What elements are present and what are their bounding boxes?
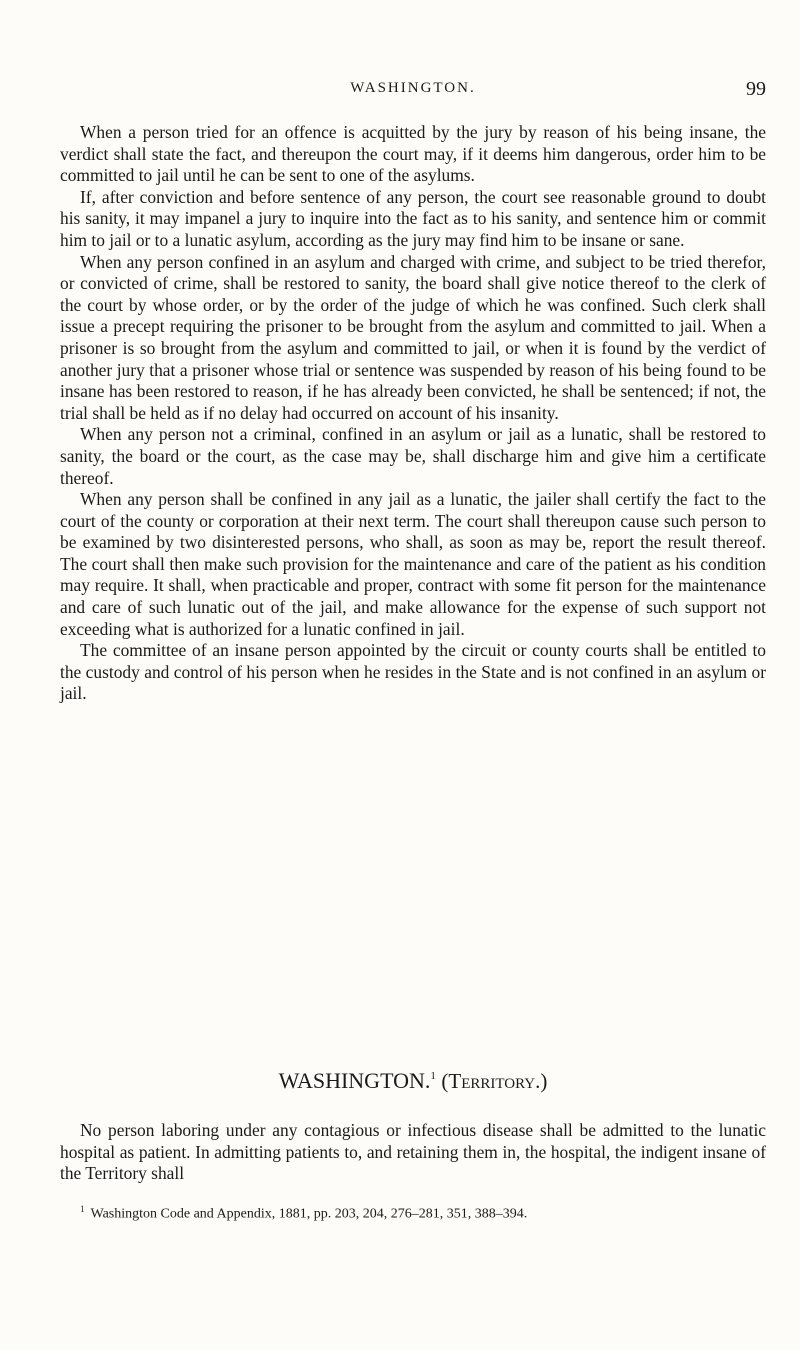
- footnote-marker: 1: [80, 1204, 85, 1214]
- footnote-text: Washington Code and Appendix, 1881, pp. 203, 204, 276–281, 351, 388–394.: [90, 1206, 528, 1222]
- paragraph: When any person shall be confined in any jail as a lunatic, the jailer shall certify the fact to the court of the county or corporation at their next term. The court shall thereupon cause such person to be examined by two disinterested persons, who shall, as soon as may be, report the result thereof. The court shall then make such provision for the maintenance and care of the patient as his condition may require. It shall, when practicable and proper, contract with some fit person for the maintenance and care of such lunatic out of the jail, and make allowance for the expense of such support not exceeding what is authorized for a lunatic confined in jail.: [60, 489, 766, 639]
- paragraph: When a person tried for an offence is acquitted by the jury by reason of his being insane, the verdict shall state the fact, and thereupon the court may, if it deems him dangerous, order him to be committed to jail until he can be sent to one of the asylums.: [60, 122, 766, 186]
- paragraph: The committee of an insane person appointed by the circuit or county courts shall be entitled to the custody and control of his person when he resides in the State and is not confined in an asylum or jail.: [60, 640, 766, 704]
- running-title: WASHINGTON.: [350, 80, 476, 96]
- paragraph: No person laboring under any contagious or infectious disease shall be admitted to the lunatic hospital as patient. In admitting patients to, and retaining them in, the hospital, the indigent insane of the Territory shall: [60, 1120, 766, 1184]
- running-header: [60, 78, 766, 102]
- section-title: WASHINGTON.: [278, 1068, 431, 1093]
- paragraph: If, after conviction and before sentence of any person, the court see reasonable ground to doubt his sanity, it may impanel a jury to inquire into the fact as to his sanity, and sentence him or commit him to jail or to a lunatic asylum, according as the jury may find him to be insane or sane.: [60, 186, 766, 250]
- body-text: [60, 122, 766, 705]
- footnote-reference: 1: [430, 1070, 436, 1082]
- paragraph: When any person confined in an asylum and charged with crime, and subject to be tried therefor, or convicted of crime, shall be restored to sanity, the board shall give notice thereof to the clerk of the court by whose order, or by the order of the judge of which he was confined. Such clerk shall issue a precept requiring the prisoner to be brought from the asylum and committed to jail. When a prisoner is so brought from the asylum and committed to jail, or when it is found by the verdict of another jury that a prisoner whose trial or sentence was suspended by reason of his being found to be insane has been restored to reason, if he has already been convicted, he shall be sentenced; if not, the trial shall be held as if no delay had occurred on account of his insanity.: [60, 251, 766, 423]
- section-text: [60, 1120, 766, 1185]
- section-subtitle: (Territory.): [441, 1069, 548, 1093]
- page-number: 99: [746, 78, 766, 100]
- section-heading: [60, 1068, 766, 1094]
- footnote: [60, 1200, 766, 1224]
- paragraph: When any person not a criminal, confined in an asylum or jail as a lunatic, shall be restored to sanity, the board or the court, as the case may be, shall discharge him and give him a certificate thereof.: [60, 424, 766, 488]
